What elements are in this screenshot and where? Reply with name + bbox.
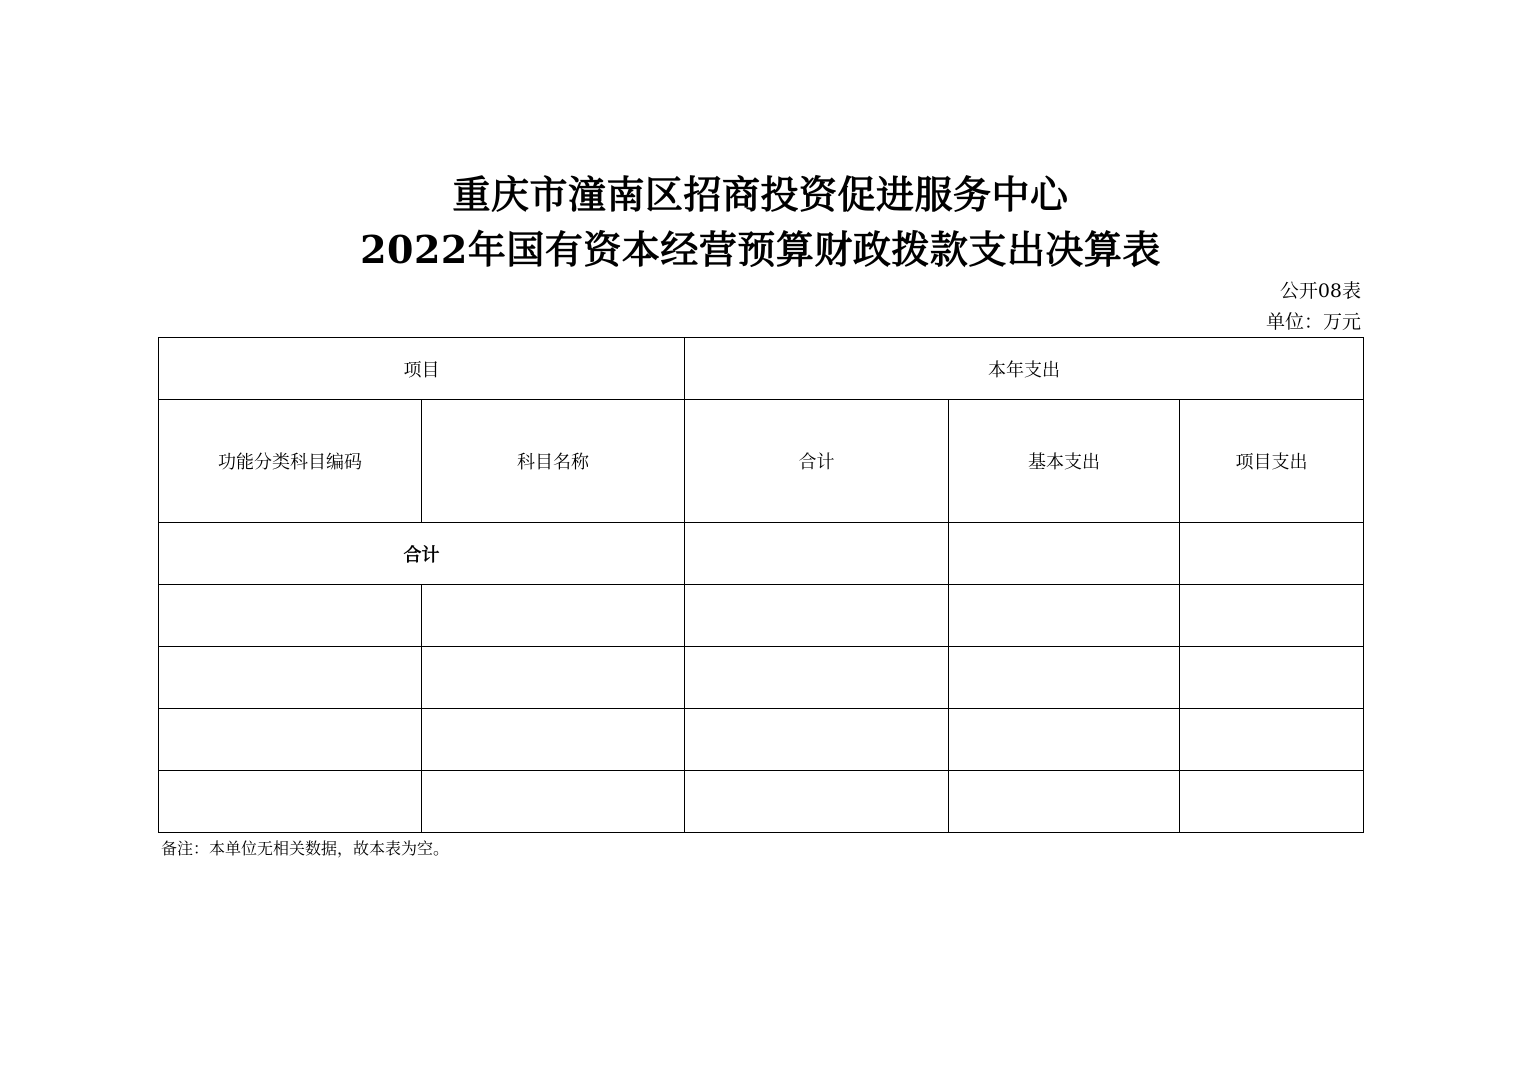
table-cell bbox=[949, 647, 1180, 709]
table-row bbox=[159, 647, 1364, 709]
table-row bbox=[159, 709, 1364, 771]
header-project-expense: 项目支出 bbox=[1180, 400, 1364, 523]
budget-expense-table bbox=[158, 337, 1364, 833]
table-cell bbox=[685, 771, 949, 833]
header-row-2 bbox=[159, 400, 1364, 523]
report-title-line1: 重庆市潼南区招商投资促进服务中心 bbox=[452, 172, 1069, 217]
table-row bbox=[159, 585, 1364, 647]
header-current-year-expense: 本年支出 bbox=[685, 338, 1364, 400]
total-row-project-expense bbox=[1180, 523, 1364, 585]
header-basic-expense: 基本支出 bbox=[949, 400, 1180, 523]
unit-label: 单位：万元 bbox=[1265, 311, 1361, 333]
table-cell bbox=[949, 709, 1180, 771]
header-subject-name: 科目名称 bbox=[422, 400, 685, 523]
table-cell bbox=[685, 647, 949, 709]
total-row-basic-expense bbox=[949, 523, 1180, 585]
table-cell bbox=[159, 771, 422, 833]
table-cell bbox=[159, 585, 422, 647]
table-row bbox=[159, 771, 1364, 833]
total-row bbox=[159, 523, 1364, 585]
table-cell bbox=[949, 585, 1180, 647]
form-number: 公开08表 bbox=[1279, 280, 1361, 302]
table-cell bbox=[422, 585, 685, 647]
header-total: 合计 bbox=[685, 400, 949, 523]
table-cell bbox=[1180, 709, 1364, 771]
total-row-total bbox=[685, 523, 949, 585]
header-project: 项目 bbox=[159, 338, 685, 400]
total-row-label: 合计 bbox=[159, 523, 685, 585]
footnote: 备注：本单位无相关数据，故本表为空。 bbox=[161, 839, 450, 858]
table-cell bbox=[422, 709, 685, 771]
table-cell bbox=[685, 709, 949, 771]
report-title-line2: 2022年国有资本经营预算财政拨款支出决算表 bbox=[360, 227, 1161, 272]
table-cell bbox=[159, 709, 422, 771]
table-cell bbox=[1180, 771, 1364, 833]
table-cell bbox=[422, 771, 685, 833]
table-cell bbox=[685, 585, 949, 647]
table-cell bbox=[949, 771, 1180, 833]
table-cell bbox=[1180, 647, 1364, 709]
table-cell bbox=[1180, 585, 1364, 647]
header-row-1 bbox=[159, 338, 1364, 400]
header-function-code: 功能分类科目编码 bbox=[159, 400, 422, 523]
table-cell bbox=[422, 647, 685, 709]
table-cell bbox=[159, 647, 422, 709]
